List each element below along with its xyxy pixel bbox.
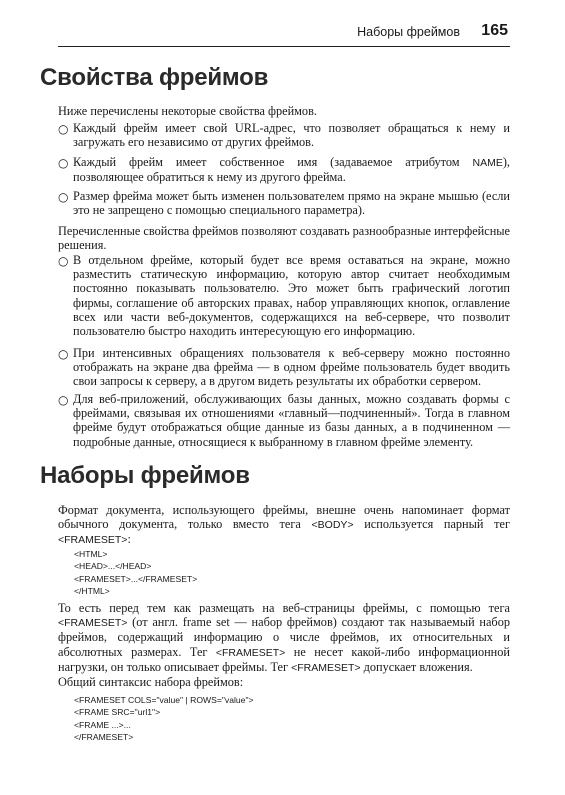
paragraph: То есть перед тем как размещать на веб-страницы фреймы, с помощью тега <FRAMESET> (от англ. frame set — набор фреймов) создают так называемый набор фреймов, содержащий информацию о числе фреймов, их относительных и абсолютных размерах. Тег <FRAMESET> не несет какой-либо информационной нагрузки, он только описывает фреймы. Тег <FRAMESET> допускает вложения. <box>58 601 510 674</box>
list-item <box>58 189 510 217</box>
list-item-text: Размер фрейма может быть изменен пользователем прямо на экране мышью (если это не запрещено с помощью специального параметра). <box>73 189 510 218</box>
list-item <box>58 253 510 338</box>
code-block: <FRAMESET COLS="value" | ROWS="value"> <FRAME SRC="url1"> <FRAME ...>... </FRAMESET> <box>74 695 254 742</box>
inline-code: <FRAMESET> <box>58 534 128 547</box>
page-number: 165 <box>481 22 508 39</box>
bullet-icon: ○ <box>58 190 69 204</box>
list-item-text: Каждый фрейм имеет свой URL-адрес, что позволяет обращаться к нему и загружать его независимо от других фреймов. <box>73 121 510 150</box>
running-header-title: Наборы фреймов <box>357 25 460 39</box>
list-item-text: При интенсивных обращениях пользователя к веб-серверу можно постоянно отображать на экране два фрейма — в одном фрейме пользователь будет вводить свои запросы к серверу, а в другом видеть результаты их обработки сервером. <box>73 346 510 389</box>
list-item-text: В отдельном фрейме, который будет все время оставаться на экране, можно разместить статическую информацию, которую автор считает необходимым постоянно показывать пользователю. Это может быть графический логотип фирмы, соглашение об авторских правах, набор управляющих кнопок, оглавление всех или части веб-документов, содержащихся на веб-сервере, что позволит пользователю быстро находить интересующую его информацию. <box>73 253 510 339</box>
list-item <box>58 155 510 184</box>
inline-code: <FRAMESET> <box>58 617 128 630</box>
inline-code: <FRAMESET> <box>215 646 286 659</box>
inline-code: NAME <box>472 157 503 169</box>
code-block: <HTML> <HEAD>...</HEAD> <FRAMESET>...</FRAMESET> </HTML> <box>74 549 198 596</box>
list-item-text: Каждый фрейм имеет собственное имя (задаваемое атрибутом NAME), позволяющее обратиться к нему из другого фрейма. <box>73 155 510 185</box>
running-header <box>58 20 510 47</box>
bullet-icon: ○ <box>58 122 69 136</box>
list-item <box>58 392 510 449</box>
intro-paragraph: Ниже перечислены некоторые свойства фреймов. <box>58 104 317 118</box>
paragraph: Перечисленные свойства фреймов позволяют создавать разнообразные интерфейсные решения. <box>58 224 510 253</box>
paragraph: Общий синтаксис набора фреймов: <box>58 675 244 689</box>
list-item <box>58 346 510 389</box>
section-heading-framesets: Наборы фреймов <box>40 462 250 489</box>
inline-code: <BODY> <box>311 519 354 532</box>
bullet-icon: ○ <box>58 156 69 170</box>
list-item <box>58 121 510 149</box>
section-heading-frame-properties: Свойства фреймов <box>40 64 269 91</box>
bullet-icon: ○ <box>58 254 69 268</box>
bullet-icon: ○ <box>58 393 69 407</box>
bullet-icon: ○ <box>58 347 69 361</box>
list-item-text: Для веб-приложений, обслуживающих базы данных, можно создавать формы с фреймами, связывая их отношениями «главный—подчиненный». Тогда в главном фрейме будут отображаться общие данные из базы данных, а в подчиненном — подробные данные, относящиеся к выбранному в главном фрейме элементу. <box>73 392 510 449</box>
inline-code: <FRAMESET> <box>291 661 361 674</box>
paragraph: Формат документа, использующего фреймы, внешне очень напоминает формат обычного документа, только вместо тега <BODY> используется парный тег <FRAMESET>: <box>58 503 511 547</box>
